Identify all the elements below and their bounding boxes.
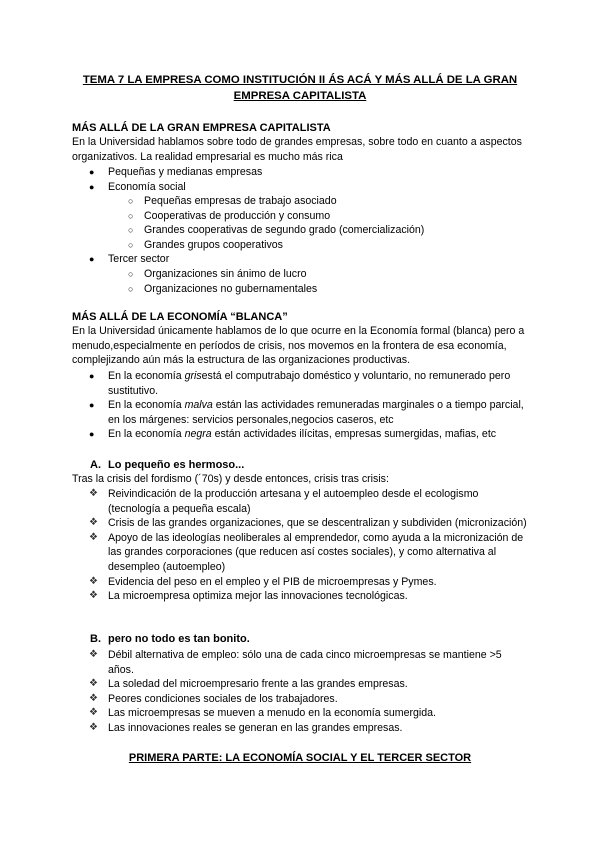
diamond-bullet-icon: ❖ — [89, 488, 98, 499]
diamond-bullet-icon: ❖ — [89, 575, 98, 587]
list-item: ● En la economía grisestá el computrabajo doméstico y voluntario, no remunerado pero sustitutivo. — [89, 370, 511, 397]
list-item: ❖ Apoyo de las ideologías neoliberales al emprendedor, como ayuda a la micronización de las grandes corporaciones (que reducen así costes sociales), y como alternativa al desempleo (autoempleo) — [89, 531, 524, 573]
list-item: ❖ Peores condiciones sociales de los trabajadores. — [89, 692, 338, 705]
list-item: ● En la economía negra están actividades ilícitas, empresas sumergidas, mafias, etc — [89, 428, 497, 441]
subsection-heading-a: A. Lo pequeño es hermoso... — [90, 459, 245, 471]
list-item: ○ Grandes grupos cooperativos — [128, 238, 283, 251]
list-item: ● En la economía malva están las actividades remuneradas marginales o a tiempo parcial, en los márgenes: servicios personales,negocios caseros, etc — [89, 399, 524, 426]
part-title: PRIMERA PARTE: LA ECONOMÍA SOCIAL Y EL TERCER SECTOR — [128, 752, 472, 764]
section-intro-gran-empresa: En la Universidad hablamos sobre todo de grandes empresas, sobre todo en cuanto a aspectos organizativos. La realidad empresarial es mucho más rica — [72, 136, 522, 163]
section-heading-economia-blanca: MÁS ALLÁ DE LA ECONOMÍA “BLANCA” — [72, 311, 288, 323]
list-item: ○ Pequeñas empresas de trabajo asociado — [128, 195, 337, 207]
list-pequeno-hermoso — [72, 487, 530, 604]
list-item: ● Tercer sector — [89, 253, 170, 265]
list-gran-empresa — [72, 165, 530, 194]
circle-bullet-icon: ○ — [128, 210, 134, 221]
circle-bullet-icon: ○ — [128, 196, 134, 206]
subsection-heading-b: B. pero no todo es tan bonito. — [90, 633, 250, 645]
circle-bullet-icon: ○ — [128, 239, 134, 250]
list-item: ❖ Reivindicación de la producción artesana y el autoempleo desde el ecologismo (tecnología a pequeña escala) — [89, 488, 479, 515]
list-item: ● Economía social — [89, 180, 186, 193]
bullet-icon: ● — [89, 400, 95, 411]
bullet-icon: ● — [89, 254, 95, 264]
bullet-icon: ● — [89, 181, 95, 192]
diamond-bullet-icon: ❖ — [89, 531, 98, 543]
list-economias — [72, 369, 530, 442]
list-item: ❖ Las microempresas se mueven a menudo en la economía sumergida. — [89, 707, 436, 720]
diamond-bullet-icon: ❖ — [89, 649, 98, 660]
list-item: ○ Organizaciones no gubernamentales — [128, 282, 318, 295]
circle-bullet-icon: ○ — [128, 225, 134, 236]
diamond-bullet-icon: ❖ — [89, 707, 98, 719]
list-item: ○ Cooperativas de producción y consumo — [128, 209, 331, 222]
sublist-economia-social — [72, 194, 530, 252]
bullet-icon: ● — [89, 429, 95, 440]
list-item: ❖ La microempresa optimiza mejor las innovaciones tecnológicas. — [89, 590, 408, 603]
document-title: TEMA 7 LA EMPRESA COMO INSTITUCIÓN II ÁS ACÁ Y MÁS ALLÁ DE LA GRAN EMPRESA CAPITALISTA — [82, 74, 518, 102]
sublist-tercer-sector — [72, 267, 530, 296]
list-item: ❖ Las innovaciones reales se generan en las grandes empresas. — [89, 721, 403, 734]
list-item: ○ Organizaciones sin ánimo de lucro — [128, 268, 307, 280]
list-item: ❖ Débil alternativa de empleo: sólo una de cada cinco microempresas se mantiene >5 años. — [89, 649, 502, 676]
section-heading-gran-empresa: MÁS ALLÁ DE LA GRAN EMPRESA CAPITALISTA — [72, 122, 331, 134]
subsection-intro-a: Tras la crisis del fordismo (´70s) y desde entonces, crisis tras crisis: — [72, 473, 389, 485]
diamond-bullet-icon: ❖ — [89, 678, 98, 690]
list-item: ❖ La soledad del microempresario frente a las grandes empresas. — [89, 678, 408, 691]
list-no-tan-bonito — [72, 648, 530, 736]
diamond-bullet-icon: ❖ — [89, 721, 98, 733]
list-tercer-sector — [72, 252, 530, 267]
bullet-icon: ● — [89, 371, 95, 381]
bullet-icon: ● — [89, 167, 95, 177]
list-item: ○ Grandes cooperativas de segundo grado (comercialización) — [128, 224, 425, 237]
list-item: ● Pequeñas y medianas empresas — [89, 166, 263, 178]
diamond-bullet-icon: ❖ — [89, 692, 98, 704]
diamond-bullet-icon: ❖ — [89, 590, 98, 602]
circle-bullet-icon: ○ — [128, 269, 134, 279]
circle-bullet-icon: ○ — [128, 283, 134, 294]
section-intro-economia-blanca: En la Universidad únicamente hablamos de lo que ocurre en la Economía formal (blanca) pero a menudo,especialmente en períodos de crisis, nos movemos en la frontera de esa economía, complejizando aún más la estructura de las organizaciones productivas. — [72, 325, 525, 367]
diamond-bullet-icon: ❖ — [89, 517, 98, 529]
list-item: ❖ Evidencia del peso en el empleo y el PIB de microempresas y Pymes. — [89, 575, 437, 588]
list-item: ❖ Crisis de las grandes organizaciones, que se descentralizan y subdividen (micronización) — [89, 517, 527, 530]
